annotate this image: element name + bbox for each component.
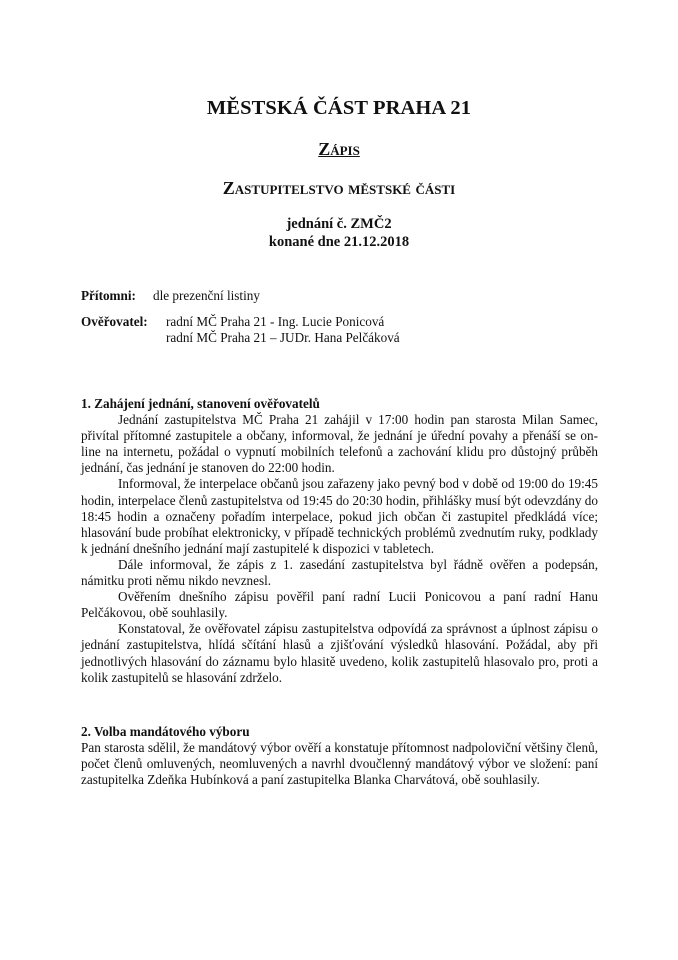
meeting-number: jednání č. ZMČ2 (286, 216, 392, 232)
section-heading: 1. Zahájení jednání, stanovení ověřovatelů (81, 396, 320, 411)
paragraph: Jednání zastupitelstva MČ Praha 21 zahájil v 17:00 hodin pan starosta Milan Samec, přivítal přítomné zastupitele a občany, informoval, že jednání je úřední povahy a přenáší se on-line na internetu, požádal o vypnutí mobilních telefonů a zachování klidu pro důstojný průběh jednání, čas jednání je stanoven do 22:00 hodin. (81, 412, 598, 476)
verifier-list (166, 314, 400, 346)
meeting-info (0, 215, 678, 251)
meeting-date: konané dne 21.12.2018 (268, 234, 410, 250)
paragraph: Pan starosta sdělil, že mandátový výbor ověří a konstatuje přítomnost nadpoloviční většiny členů, počet členů omluvených, neomluvených a navrhl dvoučlenný mandátový výbor ve složení: paní zastupitelka Zdeňka Hubínková a paní zastupitelka Blanka Charvátová, obě souhlasily. (81, 740, 598, 788)
paragraph: Informoval, že interpelace občanů jsou zařazeny jako pevný bod v době od 19:00 do 19:45 hodin, interpelace členů zastupitelstva od 19:45 do 20:30 hodin, přihlášky musí být odevzdány do 18:45 hodin a označeny pořadím interpelace, pokud jich občan či zastupitel předkládá více; hlasování bude probíhat elektronicky, v případě technických problémů zvednutím ruky, podklady k jednání dnešního jednání mají zastupitelé k dispozici v tabletech. (81, 476, 598, 556)
verifier-item: radní MČ Praha 21 – JUDr. Hana Pelčáková (166, 330, 400, 345)
verifier-label: Ověřovatel: (81, 314, 148, 329)
verifier-item: radní MČ Praha 21 - Ing. Lucie Ponicová (166, 314, 385, 329)
section-heading: 2. Volba mandátového výboru (81, 724, 250, 739)
body-name: Zastupitelstvo městské části (222, 178, 456, 198)
document-title: MĚSTSKÁ ČÁST PRAHA 21 (206, 97, 472, 119)
document-subtitle: Zápis (318, 139, 360, 159)
paragraph: Ověřením dnešního zápisu pověřil paní radní Lucii Ponicovou a paní radní Hanu Pelčákovou, obě souhlasily. (81, 589, 598, 621)
present-row (81, 288, 260, 304)
section-mandate-committee (81, 724, 598, 788)
paragraph: Dále informoval, že zápis z 1. zasedání zastupitelstva byl řádně ověřen a podepsán, námitku proti němu nikdo nevznesl. (81, 556, 598, 589)
verifier-row (81, 314, 400, 346)
present-label: Přítomni: (81, 288, 136, 303)
present-value: dle prezenční listiny (153, 288, 260, 303)
section-opening (81, 396, 598, 686)
paragraph: Konstatoval, že ověřovatel zápisu zastupitelstva odpovídá za správnost a úplnost zápisu o jednání zastupitelstva, hlídá sčítání hlasů a zjišťování výsledků hlasování. Požádal, aby při jednotlivých hlasování do záznamu bylo hlasitě uvedeno, kolik zastupitelů hlasovalo pro, proti a kolik zastupitelů se hlasování zdrželo. (81, 621, 598, 685)
